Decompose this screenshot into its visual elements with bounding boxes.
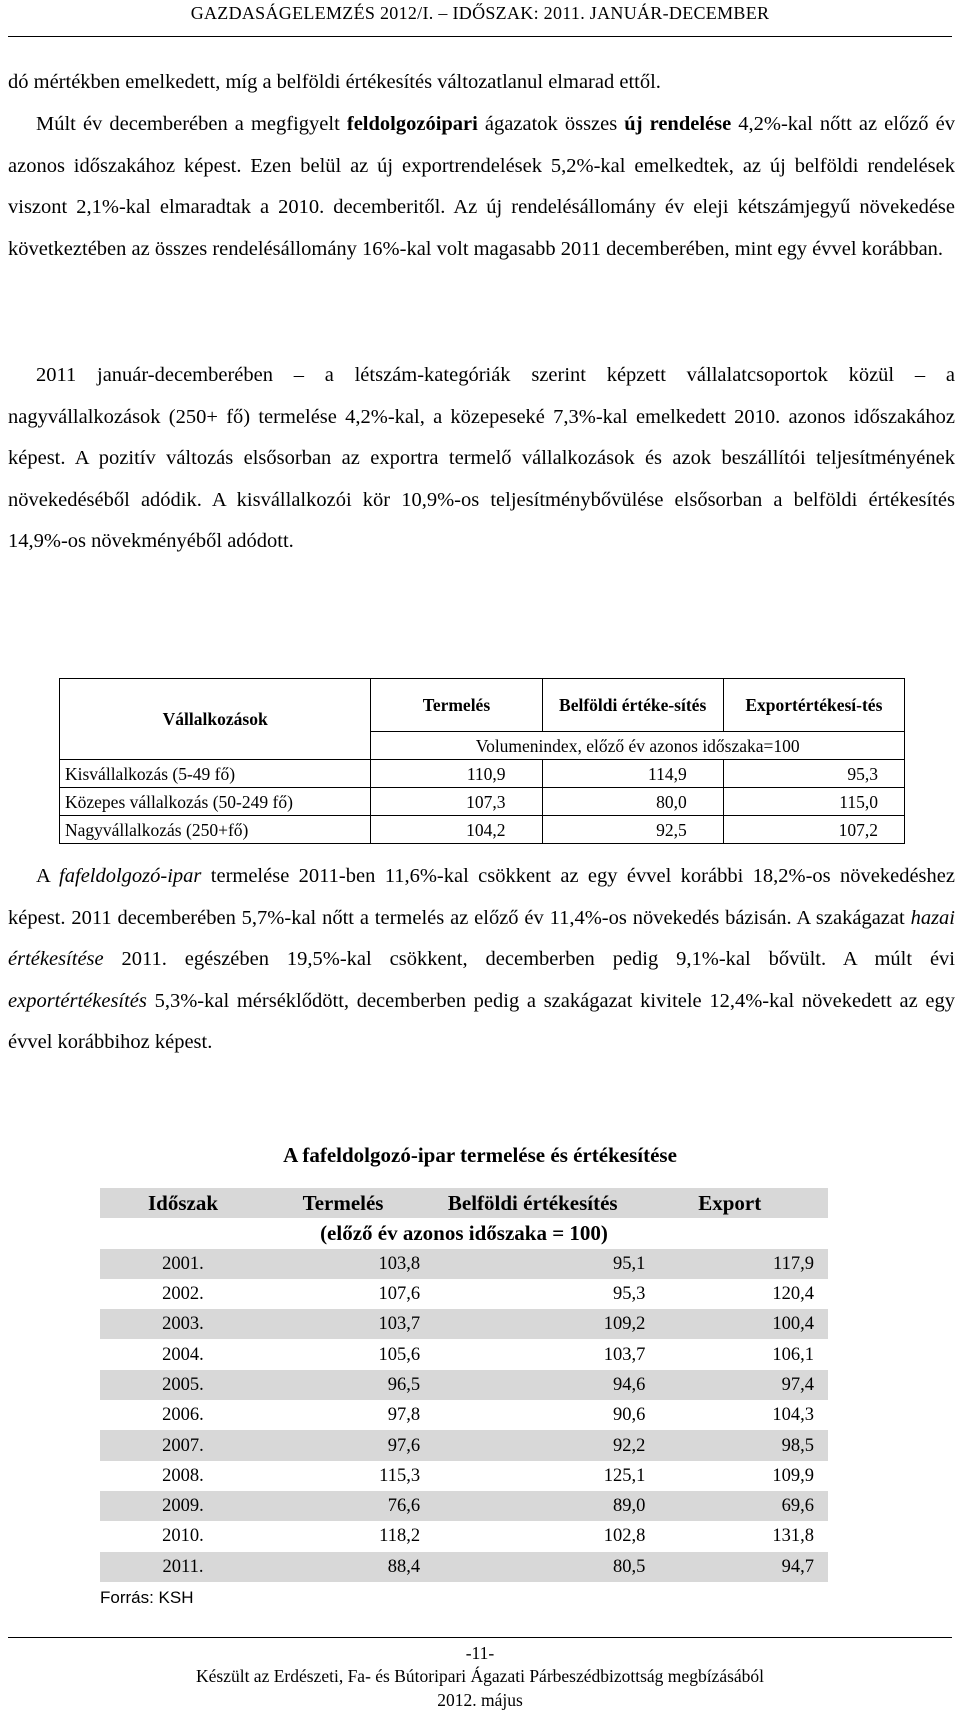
t2-cell-production: 97,8 — [266, 1400, 420, 1430]
table-row — [100, 1461, 828, 1491]
t2-cell-export: 98,5 — [645, 1430, 828, 1460]
table-row — [60, 788, 905, 816]
p1-text: dó mértékben emelkedett, míg a belföldi értékesítés változatlanul elmarad ettől. — [8, 71, 661, 93]
t1-cell-export: 95,3 — [723, 760, 904, 788]
paragraph-new-orders — [8, 104, 955, 270]
running-header: GAZDASÁGELEMZÉS 2012/I. – IDŐSZAK: 2011. JANUÁR-DECEMBER — [190, 3, 770, 23]
t1-row-label: Kisvállalkozás (5-49 fő) — [60, 760, 371, 788]
t2-cell-domestic: 80,5 — [420, 1552, 645, 1582]
t2-cell-production: 103,8 — [266, 1249, 420, 1279]
t1-cell-domestic: 80,0 — [542, 788, 723, 816]
footer-divider — [8, 1637, 952, 1638]
table-source-note: Forrás: KSH — [100, 1588, 194, 1607]
footer-date: 2012. május — [437, 1690, 523, 1710]
t2-cell-domestic: 102,8 — [420, 1521, 645, 1551]
paragraph-wood-industry — [8, 856, 955, 1064]
t2-cell-year: 2007. — [100, 1430, 266, 1460]
t1-subheader: Volumenindex, előző év azonos időszaka=100 — [371, 732, 905, 760]
t2-cell-export: 100,4 — [645, 1309, 828, 1339]
t2-header-production: Termelés — [266, 1188, 420, 1218]
t1-cell-production: 110,9 — [371, 760, 542, 788]
t2-cell-domestic: 94,6 — [420, 1370, 645, 1400]
t1-cell-export: 107,2 — [723, 816, 904, 844]
t2-cell-domestic: 89,0 — [420, 1491, 645, 1521]
t2-cell-export: 120,4 — [645, 1279, 828, 1309]
size-category-table — [59, 678, 905, 844]
t1-cell-production: 107,3 — [371, 788, 542, 816]
t2-cell-export: 104,3 — [645, 1400, 828, 1430]
p2-bold-new-orders: új rendelése — [624, 113, 732, 135]
t2-cell-production: 115,3 — [266, 1461, 420, 1491]
t1-cell-export: 115,0 — [723, 788, 904, 816]
t2-cell-domestic: 109,2 — [420, 1309, 645, 1339]
page-number: -11- — [465, 1643, 495, 1663]
table-row — [60, 760, 905, 788]
t2-cell-production: 76,6 — [266, 1491, 420, 1521]
t2-cell-export: 69,6 — [645, 1491, 828, 1521]
table-row — [100, 1249, 828, 1279]
t2-header-domestic: Belföldi értékesítés — [420, 1188, 645, 1218]
t2-cell-production: 107,6 — [266, 1279, 420, 1309]
p2-text-a: Múlt év decemberében a megfigyelt — [36, 113, 347, 135]
t2-cell-production: 88,4 — [266, 1552, 420, 1582]
table-row — [100, 1430, 828, 1460]
footer-commission-note: Készült az Erdészeti, Fa- és Bútoripari Ágazati Párbeszédbizottság megbízásából — [195, 1666, 765, 1686]
t2-cell-year: 2009. — [100, 1491, 266, 1521]
t2-header-row — [100, 1188, 828, 1218]
t2-cell-production: 103,7 — [266, 1309, 420, 1339]
t2-header-export: Export — [645, 1188, 828, 1218]
header-divider — [8, 36, 952, 37]
t2-cell-export: 106,1 — [645, 1339, 828, 1369]
p4-text-e: 2011. egészében 19,5%-kal csökkent, decemberben pedig 9,1%-kal bővült. A múlt évi — [103, 948, 955, 970]
t2-cell-production: 96,5 — [266, 1370, 420, 1400]
t2-cell-year: 2006. — [100, 1400, 266, 1430]
t2-subheader: (előző év azonos időszaka = 100) — [100, 1218, 828, 1248]
t2-cell-domestic: 92,2 — [420, 1430, 645, 1460]
table-row — [100, 1521, 828, 1551]
p4-text-c: termelése 2011-ben 11,6%-kal csökkent az egy évvel korábbi 18,2%-os növekedéshez képest. 2011 decemberében 5,7%-kal nőtt a termelés az előző év 11,4%-os növekedés bázisán. A szakágazat — [8, 865, 955, 929]
table-row — [100, 1491, 828, 1521]
t2-cell-domestic: 95,1 — [420, 1249, 645, 1279]
t2-cell-year: 2011. — [100, 1552, 266, 1582]
t1-cell-domestic: 92,5 — [542, 816, 723, 844]
t1-row-label: Közepes vállalkozás (50-249 fő) — [60, 788, 371, 816]
p4-italic-domestic-sales: hazai értékesítése — [8, 906, 955, 970]
p4-italic-wood-industry: fafeldolgozó-ipar — [59, 865, 202, 887]
t2-cell-export: 117,9 — [645, 1249, 828, 1279]
t1-header-company: Vállalkozások — [60, 679, 371, 760]
paragraph-continuation — [8, 62, 955, 104]
t1-cell-domestic: 114,9 — [542, 760, 723, 788]
wood-industry-table-title: A fafeldolgozó-ipar termelése és értékesítése — [283, 1143, 677, 1167]
t2-cell-production: 97,6 — [266, 1430, 420, 1460]
t2-header-period: Időszak — [100, 1188, 266, 1218]
t1-cell-production: 104,2 — [371, 816, 542, 844]
t2-cell-year: 2002. — [100, 1279, 266, 1309]
t2-cell-export: 109,9 — [645, 1461, 828, 1491]
t2-cell-production: 118,2 — [266, 1521, 420, 1551]
t2-cell-domestic: 125,1 — [420, 1461, 645, 1491]
table-row — [100, 1279, 828, 1309]
wood-industry-table — [100, 1188, 828, 1582]
t1-row-label: Nagyvállalkozás (250+fő) — [60, 816, 371, 844]
t1-header-production: Termelés — [371, 679, 542, 732]
p2-text-e: 4,2%-kal nőtt az előző év azonos időszakához képest. Ezen belül az új exportrendelések 5,2%-kal emelkedtek, az új belföldi rendelések viszont 2,1%-kal elmaradtak a 2010. decemberitől. Az új rendelésállomány év eleji kétszámjegyű növekedése következtében az összes rendelésállomány 16%-kal volt magasabb 2011 decemberében, mint egy évvel korábban. — [8, 113, 955, 260]
t2-cell-production: 105,6 — [266, 1339, 420, 1369]
paragraph-size-categories — [8, 355, 955, 563]
t2-cell-year: 2005. — [100, 1370, 266, 1400]
table-row — [60, 816, 905, 844]
t2-cell-year: 2008. — [100, 1461, 266, 1491]
t2-cell-domestic: 90,6 — [420, 1400, 645, 1430]
t2-cell-export: 94,7 — [645, 1552, 828, 1582]
t2-cell-year: 2001. — [100, 1249, 266, 1279]
table-row — [100, 1370, 828, 1400]
t2-cell-domestic: 103,7 — [420, 1339, 645, 1369]
t2-subheader-row — [100, 1218, 828, 1248]
p2-bold-manufacturing: feldolgozóipari — [346, 113, 478, 135]
p4-text-a: A — [36, 865, 60, 887]
table-row — [100, 1552, 828, 1582]
table-row — [100, 1309, 828, 1339]
p4-text-g: 5,3%-kal mérséklődött, decemberben pedig a szakágazat kivitele 12,4%-kal növekedett az egy évvel korábbihoz képest. — [8, 989, 955, 1053]
t2-cell-domestic: 95,3 — [420, 1279, 645, 1309]
t1-header-domestic: Belföldi értéke-sítés — [542, 679, 723, 732]
t2-cell-export: 131,8 — [645, 1521, 828, 1551]
p3-text: 2011 január-decemberében – a létszám-kategóriák szerint képzett vállalatcsoportok közül – a nagyvállalkozások (250+ fő) termelése 4,2%-kal, a közepeseké 7,3%-kal emelkedett 2010. azonos időszakához képest. A pozitív változás elsősorban az exportra termelő vállalkozások és azok beszállítói teljesítményének növekedéséből adódik. A kisvállalkozói kör 10,9%-os teljesítménybővülése elsősorban a belföldi értékesítés 14,9%-os növekményéből adódott. — [8, 364, 955, 552]
t2-cell-year: 2010. — [100, 1521, 266, 1551]
table-row — [100, 1339, 828, 1369]
table-row — [100, 1400, 828, 1430]
t2-cell-year: 2003. — [100, 1309, 266, 1339]
p4-italic-export-sales: exportértékesítés — [8, 989, 147, 1012]
t2-cell-year: 2004. — [100, 1339, 266, 1369]
t2-cell-export: 97,4 — [645, 1370, 828, 1400]
t1-header-export: Exportértékesí-tés — [723, 679, 904, 732]
p2-text-c: ágazatok összes — [477, 113, 625, 135]
